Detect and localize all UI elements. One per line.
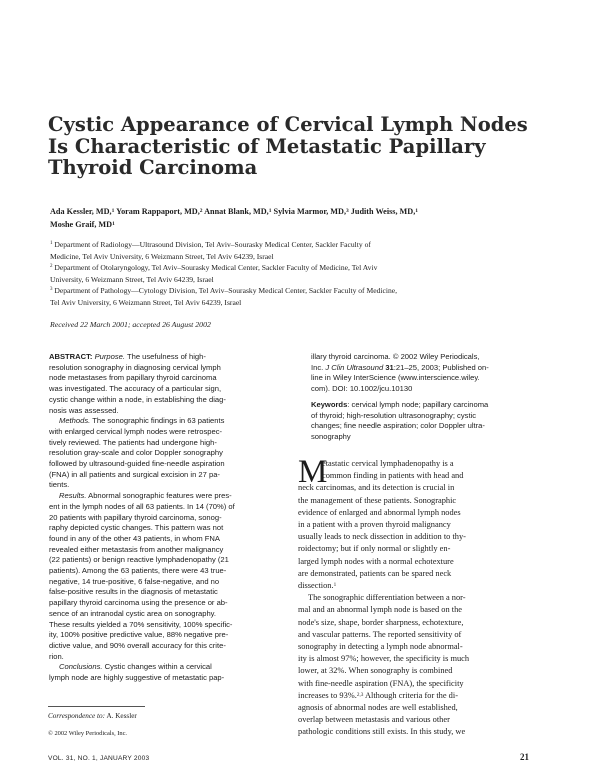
body-line <box>298 690 554 702</box>
body-line: in a patient with a proven thyroid malignancy <box>298 520 451 530</box>
abstract-line: sence of an intranodal cystic area on sonography. <box>49 608 217 618</box>
author-affil-ref: 3 <box>346 208 349 214</box>
author-line <box>50 206 570 219</box>
abstract-line: (22 patients) or benign reactive lymphadenopathy (21 <box>49 555 229 565</box>
abstract-line: found in any of the other 43 patients, in whom FNA <box>49 533 220 543</box>
abstract-line: com). DOI: 10.1002/jcu.10130 <box>311 384 413 394</box>
body-line: The sonographic differentiation between a nor- <box>308 593 466 603</box>
affiliation-line: Tel Aviv University, 6 Weizmann Street, Tel Aviv 64239, Israel <box>50 297 242 307</box>
affiliation-line <box>50 239 570 251</box>
body-line: overlap between metastasis and various other <box>298 715 450 725</box>
author-affil-ref: 2 <box>199 208 203 214</box>
abstract-text: Cystic changes within a cervical <box>104 662 212 672</box>
abstract-column <box>49 352 291 684</box>
author-affil-ref: 1 <box>112 220 115 227</box>
abstract-line: 20 patients with papillary thyroid carcinoma, sonog- <box>49 512 222 522</box>
copyright-footnote: © 2002 Wiley Periodicals, Inc. <box>48 730 128 737</box>
author-name: Annat Blank, MD, <box>204 207 269 216</box>
abstract-line: dictive value, and 90% overall accuracy for this crite- <box>49 640 226 650</box>
body-line: node's size, shape, border sharpness, echotexture, <box>298 617 464 627</box>
title-line: Is Characteristic of Metastatic Papillary <box>48 134 486 158</box>
body-text-span: dissection. <box>298 581 334 591</box>
received-dates: Received 22 March 2001; accepted 26 August 2002 <box>50 320 211 329</box>
keywords-line: sonography <box>311 431 351 441</box>
body-line: evidence of enlarged and abnormal lymph nodes <box>298 507 461 517</box>
body-text-span: Although criteria for the di- <box>363 690 458 700</box>
abstract-text: Abnormal sonographic features were pres- <box>88 491 232 501</box>
body-line: larged lymph nodes with a normal echotexture <box>298 556 454 566</box>
drop-cap: M <box>298 454 328 490</box>
abstract-line: revealed either metastasis from another malignancy <box>49 544 224 554</box>
abstract-text: Inc. <box>311 362 324 372</box>
body-line <box>298 580 554 592</box>
body-line: sonography in detecting a lymph node abnormal- <box>298 642 463 652</box>
body-line: usually leads to neck dissection in addition to thy- <box>298 532 466 542</box>
body-line: ity is almost 97%; however, the specificity is much <box>298 654 470 664</box>
abstract-line: cystic change within a node, in establishing the diag- <box>49 394 226 404</box>
affiliation-line <box>50 285 570 297</box>
body-line: etastatic cervical lymphadenopathy is a <box>322 459 454 468</box>
author-affil-ref: 1 <box>415 208 418 214</box>
body-text <box>298 454 554 739</box>
body-line: lower, at 32%. When sonography is combined <box>298 666 453 676</box>
abstract-line: patients). Among the 63 patients, there were 43 true- <box>49 566 227 576</box>
body-line: mal and an abnormal lymph node is based on the <box>298 605 462 615</box>
abstract-line: illary thyroid carcinoma. © 2002 Wiley Periodicals, <box>311 352 480 361</box>
author-affil-ref: 1 <box>268 208 272 214</box>
body-line: and vascular patterns. The reported sensitivity of <box>298 629 462 639</box>
author-name: Ada Kessler, MD, <box>50 207 112 216</box>
citation-ref: 2,3 <box>356 691 364 698</box>
abstract-line: resolution sonography in diagnosing cervical lymph <box>49 362 221 372</box>
abstract-line: These results yielded a 70% sensitivity, 100% specific- <box>49 619 233 629</box>
affiliation-number: 3 <box>50 287 53 293</box>
correspondence-note <box>48 712 137 720</box>
abstract-line: tients. <box>49 480 70 490</box>
abstract-line <box>49 491 291 502</box>
citation-ref: 1 <box>333 582 337 589</box>
keywords-text: : cervical lymph node; papillary carcinoma <box>347 399 489 409</box>
abstract-line: papillary thyroid carcinoma using the presence or ab- <box>49 598 228 608</box>
methods-label: Methods. <box>59 416 91 426</box>
body-line: common finding in patients with head and <box>322 471 464 481</box>
affiliation-line: University, 6 Weizmann Street, Tel Aviv 64239, Israel <box>50 274 214 284</box>
page-number: 21 <box>520 752 529 762</box>
abstract-line <box>49 662 291 673</box>
affiliation-line <box>50 262 570 274</box>
abstract-line: nosis was assessed. <box>49 405 119 415</box>
body-line: are demonstrated, patients can be spared neck <box>298 568 452 578</box>
author-affil-ref: 1 <box>111 208 115 214</box>
abstract-line: rion. <box>49 651 64 661</box>
affiliation-number: 1 <box>50 241 53 246</box>
abstract-line: ity, 100% positive predictive value, 88% negative pre- <box>49 630 229 640</box>
keywords-line: of thyroid; high-resolution ultrasonography; cystic <box>311 410 477 420</box>
correspondence-label: Correspondence to: <box>48 712 106 720</box>
abstract-line <box>49 352 291 363</box>
keywords-label: Keywords <box>311 399 348 409</box>
abstract-text: The usefulness of high- <box>126 352 206 361</box>
author-line <box>50 219 570 232</box>
title-line: Thyroid Carcinoma <box>48 156 258 179</box>
author-name: Sylvia Marmor, MD, <box>273 207 346 216</box>
affiliation-number: 2 <box>50 264 53 270</box>
body-line: roidectomy; but if only normal or slightly en- <box>298 544 451 554</box>
abstract-line: (FNA) in all patients and surgical excision in 27 pa- <box>49 469 220 479</box>
abstract-line: node metastases from papillary thyroid carcinoma <box>49 373 217 383</box>
author-list <box>50 206 570 231</box>
footnote-divider <box>48 706 145 707</box>
abstract-text: :21–25, 2003; Published on- <box>393 362 489 372</box>
abstract-line: line in Wiley InterScience (www.interscience.wiley. <box>311 373 480 383</box>
abstract-line: negative, 14 true-positive, 6 false-negative, and no <box>49 576 220 586</box>
article-title <box>48 114 568 179</box>
author-name: Moshe Graif, MD <box>50 219 113 229</box>
abstract-text: The sonographic findings in 63 patients <box>92 416 225 426</box>
journal-name: J Clin Ultrasound <box>325 362 384 372</box>
purpose-label: Purpose. <box>94 352 125 361</box>
author-name: Judith Weiss, MD, <box>350 207 416 216</box>
abstract-line <box>311 363 553 374</box>
journal-issue-info: VOL. 31, NO. 1, JANUARY 2003 <box>48 755 150 762</box>
body-line: with fine-needle aspiration (FNA), the specificity <box>298 678 464 688</box>
correspondence-name: A. Kessler <box>106 712 137 720</box>
abstract-line: ent in the lymph nodes of all 63 patients. In 14 (70%) of <box>49 501 235 511</box>
abstract-line: was investigated. The accuracy of a particular sign, <box>49 384 222 394</box>
affiliation-text: Department of Radiology—Ultrasound Division, Tel Aviv–Sourasky Medical Center, Sackler Faculty of <box>54 240 371 249</box>
abstract-label: ABSTRACT: <box>49 352 93 361</box>
abstract-line: raphy depicted cystic changes. This pattern was not <box>49 523 224 533</box>
body-line: neck carcinomas, and its detection is crucial in <box>298 483 455 493</box>
affiliations <box>50 239 570 309</box>
abstract-line: lymph node are highly suggestive of metastatic pap- <box>49 673 225 683</box>
keywords-line: changes; fine needle aspiration; color Doppler ultra- <box>311 421 485 431</box>
body-text-span: increases to 93%. <box>298 690 357 700</box>
affiliation-text: Department of Pathology—Cytology Division, Tel Aviv–Sourasky Medical Center, Sackler Faculty of Medicine, <box>54 286 398 296</box>
abstract-line: tively reviewed. The patients had undergone high- <box>49 437 217 447</box>
author-name: Yoram Rappaport, MD, <box>116 207 200 216</box>
abstract-line: with enlarged cervical lymph nodes were retrospec- <box>49 426 223 436</box>
body-line: agnosis of abnormal nodes are well established, <box>298 703 458 713</box>
title-line: Cystic Appearance of Cervical Lymph Nodes <box>48 113 528 136</box>
abstract-continuation <box>311 352 553 443</box>
results-label: Results. <box>59 491 87 501</box>
conclusions-label: Conclusions. <box>59 662 103 672</box>
abstract-line: followed by ultrasound-guided fine-needle aspiration <box>49 459 225 469</box>
volume-number: 31 <box>385 362 394 372</box>
affiliation-text: Department of Otolaryngology, Tel Aviv–Sourasky Medical Center, Sackler Faculty of Medicine, Tel Aviv <box>54 263 378 273</box>
keywords-line <box>311 400 553 411</box>
abstract-line: false-positive results in the diagnosis of metastatic <box>49 587 218 597</box>
body-line: the management of these patients. Sonographic <box>298 495 457 505</box>
affiliation-line: Medicine, Tel Aviv University, 6 Weizmann Street, Tel Aviv 64239, Israel <box>50 251 274 261</box>
abstract-line: resolution gray-scale and color Doppler sonography <box>49 448 223 458</box>
abstract-line <box>49 416 291 427</box>
body-line: pathologic conditions still exists. In this study, we <box>298 727 466 737</box>
